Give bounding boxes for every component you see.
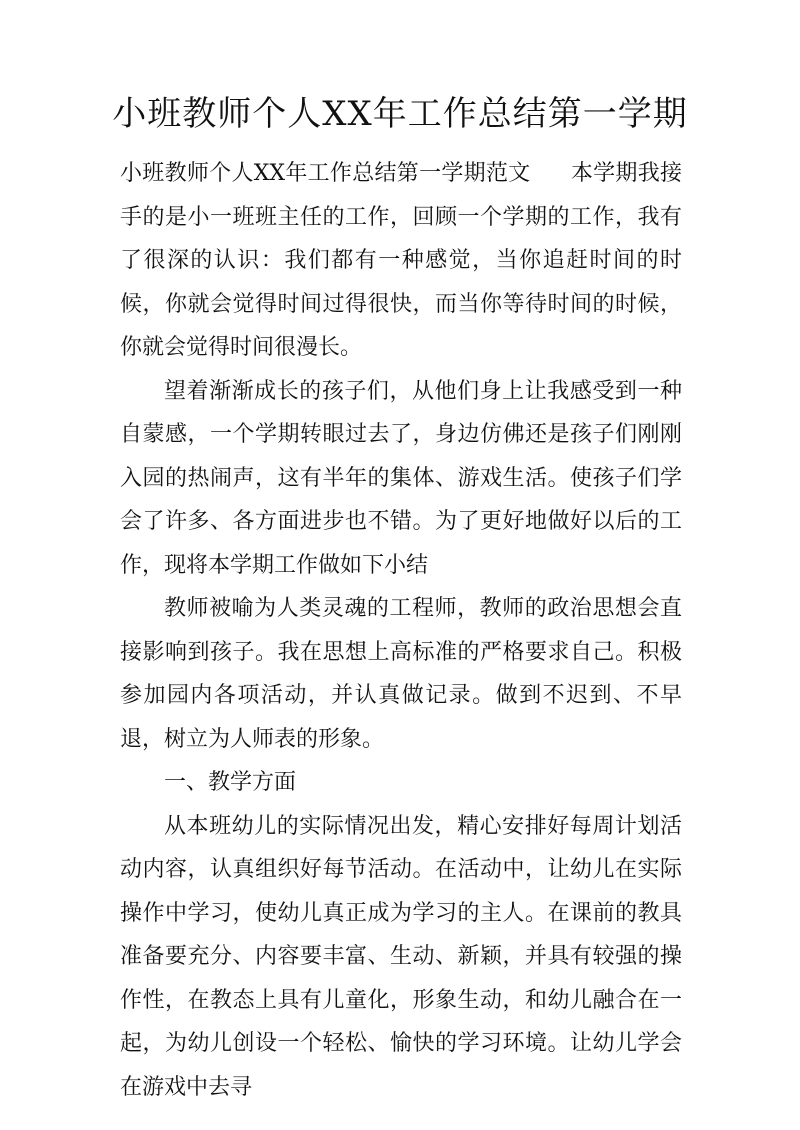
section-heading-teaching: 一、教学方面 (164, 770, 297, 795)
paragraph-intro (120, 152, 682, 370)
document-body (120, 152, 682, 1109)
document-title: 小班教师个人XX年工作总结第一学期 (112, 94, 688, 134)
paragraph-ideology: 教师被喻为人类灵魂的工程师，教师的政治思想会直接影响到孩子。我在思想上高标准的严格要求自己。积极参加园内各项活动，并认真做记录。做到不迟到、不早退，树立为人师表的形象。 (120, 596, 682, 752)
paragraph-teaching: 从本班幼儿的实际情况出发，精心安排好每周计划活动内容，认真组织好每节活动。在活动中，让幼儿在实际操作中学习，使幼儿真正成为学习的主人。在课前的教具准备要充分、内容要丰富、生动、新颖，并具有较强的操作性，在教态上具有儿童化，形象生动，和幼儿融合在一起，为幼儿创设一个轻松、愉快的学习环境。让幼儿学会在游戏中去寻 (120, 813, 682, 1100)
paragraph-growth: 望着渐渐成长的孩子们，从他们身上让我感受到一种自蒙感，一个学期转眼过去了，身边仿佛还是孩子们刚刚入园的热闹声，这有半年的集体、游戏生活。使孩子们学会了许多、各方面进步也不错。为了更好地做好以后的工作，现将本学期工作做如下小结 (120, 378, 682, 578)
intro-lead: 小班教师个人XX年工作总结第一学期范文 (120, 161, 531, 186)
intro-text: 本学期我接手的是小一班班主任的工作，回顾一个学期的工作，我有了很深的认识：我们都有一种感觉，当你追赶时间的时候，你就会觉得时间过得很快，而当你等待时间的时候，你就会觉得时间很漫长。 (120, 161, 682, 360)
